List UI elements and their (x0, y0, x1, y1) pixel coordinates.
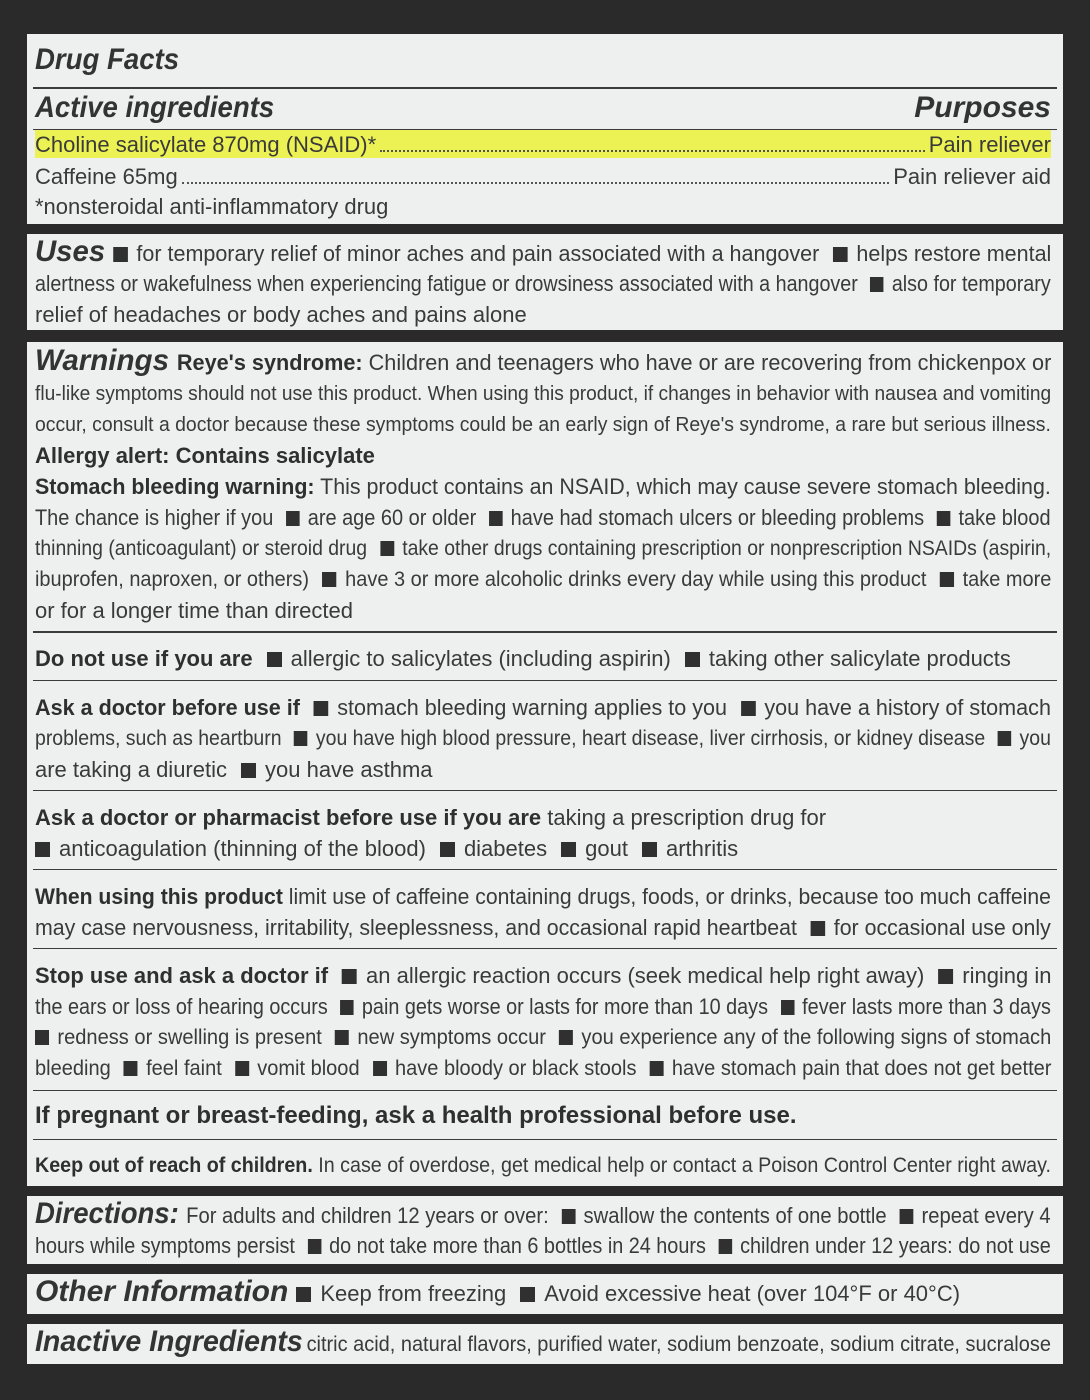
divider (33, 790, 1057, 791)
dot-leader (380, 150, 925, 152)
inactive-ingredients-text: citric acid, natural flavors, purified water, sodium benzoate, sodium citrate, sucralose (306, 1333, 1051, 1356)
bullet-square-icon (342, 969, 357, 984)
warnings-title: Warnings (35, 344, 170, 377)
directions-title: Directions: (35, 1197, 179, 1230)
bullet-square-icon (440, 842, 455, 857)
keep-out-label: Keep out of reach of children. (35, 1154, 313, 1177)
uses-title: Uses (35, 235, 106, 268)
other-information-title: Other Information (35, 1275, 289, 1308)
bullet-square-icon (650, 1061, 664, 1076)
bullet-square-icon (938, 969, 953, 984)
bullet-square-icon (380, 541, 394, 556)
ingredient-purpose: Pain reliever (928, 132, 1051, 157)
bullet-square-icon (810, 921, 825, 936)
bullet-square-icon (899, 1209, 913, 1224)
bullet-square-icon (741, 701, 756, 716)
bullet-square-icon (314, 701, 329, 716)
ingredient-row-choline (35, 130, 1051, 158)
divider (33, 948, 1057, 949)
divider (33, 680, 1057, 681)
bullet-square-icon (559, 1030, 573, 1045)
other-information-panel: Other Information Keep from freezing Avoid excessive heat (over 104°F or 40°C) (27, 1274, 1063, 1314)
bullet-square-icon (308, 1239, 322, 1254)
bullet-square-icon (35, 842, 50, 857)
bullet-square-icon (124, 1061, 138, 1076)
bullet-square-icon (561, 842, 576, 857)
active-ingredients-heading: Active ingredients (35, 91, 275, 124)
bullet-square-icon (340, 1000, 353, 1015)
footnote: *nonsteroidal anti-inflammatory drug (35, 194, 389, 219)
bullet-square-icon (35, 1030, 49, 1045)
bullet-square-icon (998, 731, 1012, 746)
bullet-square-icon (520, 1287, 535, 1302)
drug-facts-title: Drug Facts (35, 43, 180, 76)
bullet-square-icon (267, 652, 282, 667)
inactive-ingredients-panel (27, 1324, 1063, 1364)
purposes-heading: Purposes (914, 91, 1051, 124)
uses-panel: Uses for temporary relief of minor aches and pain associated with a hangover helps restore mental alertness or wakefulness when experiencing fatigue or drowsiness associated with a hangover also for temporary relief of headaches or body aches and pains alone (27, 234, 1063, 330)
ingredient-name: Caffeine 65mg (35, 164, 178, 189)
inactive-ingredients-title: Inactive Ingredients (35, 1325, 303, 1358)
bullet-square-icon (940, 572, 954, 587)
bullet-square-icon (322, 572, 336, 587)
stomach-bleeding-label: Stomach bleeding warning: (35, 474, 315, 499)
ingredient-name: Choline salicylate 870mg (NSAID)* (35, 132, 377, 157)
bullet-square-icon (642, 842, 657, 857)
ask-pharmacist-label: Ask a doctor or pharmacist before use if you are (35, 805, 542, 830)
dot-leader (182, 182, 890, 184)
warnings-panel: Warnings Reye's syndrome: Children and teenagers who have or are recovering from chickenpox or flu-like symptoms should not use this product. When using this product, if changes in behavior with nausea and vomiting occur, consult a doctor because these symptoms could be an early sign of Reye's syndrome, a rare but serious illness. Allergy alert: Contains salicylate Stomach bleeding warning: This product contains an NSAID, which may cause severe stomach bleeding. The chance is higher if you are age 60 or older have had stomach ulcers or bleeding problems take blood thinning (anticoagulant) or steroid drug take other drugs containing prescription or nonprescription NSAIDs (aspirin, ibuprofen, naproxen, or others) have 3 or more alcoholic drinks every day while using this product take more or for a longer time than directed Do not use if you are allergic to salicylates (including aspirin) taking other salicylate products Ask a doctor before use if stomach bleeding warning applies to you you have a history of stomach problems, such as heartburn you have high blood pressure, heart disease, liver cirrhosis, or kidney disease you are taking a diuretic you have asthma Ask a doctor or pharmacist before use if you are taking a prescription drug for anticoagulation (thinning of the blood) diabetes gout arthritis When using this product limit use of caffeine containing drugs, foods, or drinks, because too much caffeine may case nervousness, irritability, sleeplessness, and occasional rapid heartbeat for occasional use only Stop use and ask a doctor if an allergic reaction occurs (seek medical help right away) ringing in the ears or loss of hearing occurs pain gets worse or lasts for more than 10 days fever lasts more than 3 days redness or swelling is present new symptoms occur you experience any of the following signs of stomach bleeding feel faint vomit blood have bloody or black stools have stomach pain that does not get better If pregnant or breast-feeding, ask a health professional before use. Keep out of reach of children. In case of overdose, get medical help or contact a Poison Control Center right away. (27, 342, 1063, 1186)
directions-panel: Directions: For adults and children 12 years or over: swallow the contents of one bottle repeat every 4 hours while symptoms persist do not take more than 6 bottles in 24 hours children under 12 years: do not use (27, 1196, 1063, 1264)
bullet-square-icon (685, 652, 700, 667)
bullet-square-icon (286, 511, 300, 526)
reyes-label: Reye's syndrome: (176, 350, 363, 375)
drug-facts-header-panel (27, 34, 1063, 224)
bullet-square-icon (489, 511, 503, 526)
ingredient-purpose: Pain reliever aid (893, 164, 1051, 189)
divider (33, 1139, 1057, 1140)
allergy-alert: Allergy alert: Contains salicylate (35, 443, 375, 468)
bullet-square-icon (562, 1209, 576, 1224)
bullet-square-icon (335, 1030, 349, 1045)
bullet-square-icon (781, 1000, 794, 1015)
stop-use-label: Stop use and ask a doctor if (35, 963, 329, 988)
bullet-square-icon (241, 763, 256, 778)
when-using-label: When using this product (35, 884, 283, 909)
bullet-square-icon (113, 247, 128, 262)
bullet-square-icon (870, 277, 883, 292)
pregnancy-warning: If pregnant or breast-feeding, ask a health professional before use. (35, 1102, 797, 1129)
divider (33, 1090, 1057, 1091)
bullet-square-icon (235, 1061, 249, 1076)
bullet-square-icon (296, 1287, 311, 1302)
ingredient-row-caffeine (35, 162, 1051, 190)
bullet-square-icon (833, 247, 848, 262)
bullet-square-icon (373, 1061, 387, 1076)
bullet-square-icon (937, 511, 951, 526)
divider (33, 631, 1057, 633)
bullet-square-icon (294, 731, 308, 746)
divider (33, 869, 1057, 870)
bullet-square-icon (718, 1239, 732, 1254)
divider (33, 87, 1057, 89)
do-not-use-label: Do not use if you are (35, 646, 253, 671)
ask-doctor-label: Ask a doctor before use if (35, 695, 300, 720)
